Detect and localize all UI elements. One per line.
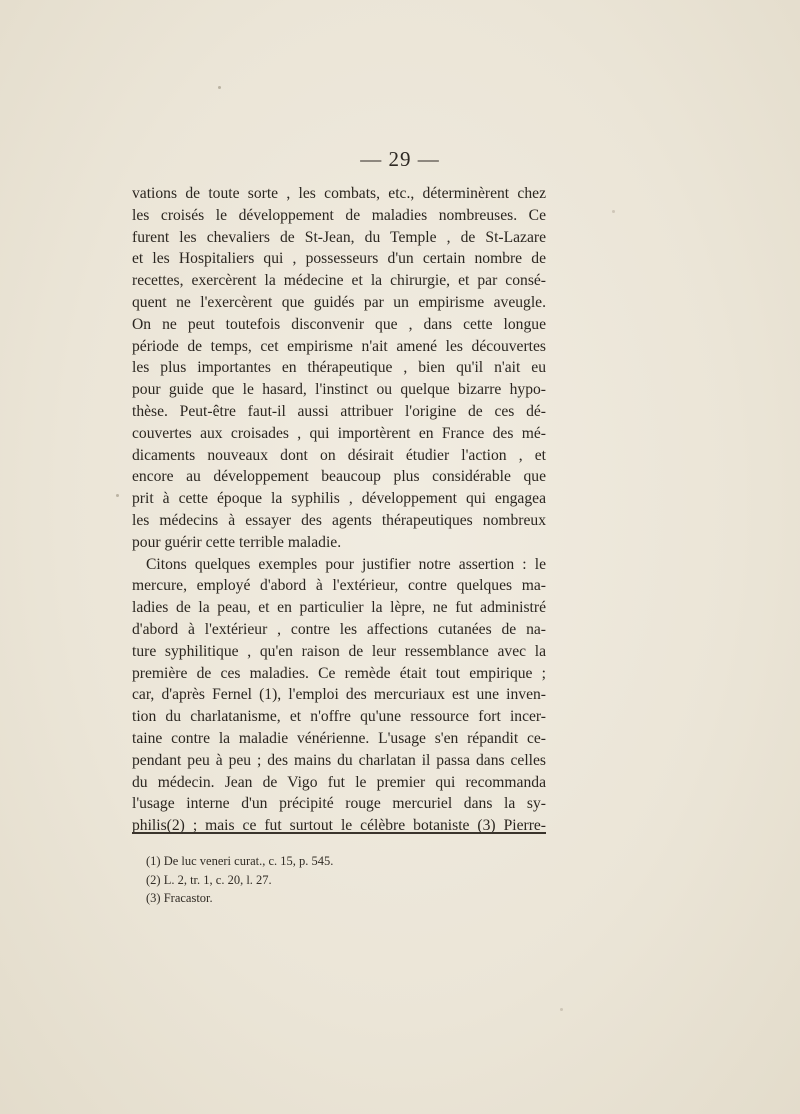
text-line: pour guérir cette terrible maladie. <box>132 533 342 551</box>
text-line: pendant peu à peu ; des mains du charlatan il passa dans celles <box>132 751 546 769</box>
text-line: pour guide que le hasard, l'instinct ou quelque bizarre hypo- <box>132 381 546 399</box>
body-text <box>132 183 546 837</box>
text-line: taine contre la maladie vénérienne. L'usage s'en répandit ce- <box>132 729 546 747</box>
text-line: Citons quelques exemples pour justifier notre assertion : le <box>146 555 546 573</box>
text-line: furent les chevaliers de St-Jean, du Temple , de St-Lazare <box>132 228 546 246</box>
paper-speck <box>116 494 119 497</box>
text-line: d'abord à l'extérieur , contre les affections cutanées de na- <box>132 620 546 638</box>
text-line: thèse. Peut-être faut-il aussi attribuer l'origine de ces dé- <box>132 402 546 420</box>
text-line: dicaments nouveaux dont on désirait étudier l'action , et <box>132 446 546 464</box>
text-line: encore au développement beaucoup plus considérable que <box>132 468 546 486</box>
text-line: quent ne l'exercèrent que guidés par un empirisme aveugle. <box>132 293 546 311</box>
paper-speck <box>560 1008 563 1011</box>
text-line: l'usage interne d'un précipité rouge mercuriel dans la sy- <box>132 795 546 813</box>
text-line: les médecins à essayer des agents thérapeutiques nombreux <box>132 511 546 529</box>
page-number: — 29 — <box>360 147 440 171</box>
text-line: philis(2) ; mais ce fut surtout le célèbre botaniste (3) Pierre- <box>132 817 546 835</box>
text-line: couvertes aux croisades , qui importèrent en France des mé- <box>132 424 546 442</box>
text-line: recettes, exercèrent la médecine et la chirurgie, et par consé- <box>132 272 546 290</box>
paper-speck <box>612 210 615 213</box>
text-line: On ne peut toutefois disconvenir que , dans cette longue <box>132 315 546 333</box>
paper-speck <box>218 86 221 89</box>
text-line: première de ces maladies. Ce remède était tout empirique ; <box>132 664 546 682</box>
text-line: et les Hospitaliers qui , possesseurs d'un certain nombre de <box>132 250 546 268</box>
footnotes <box>146 852 526 908</box>
text-line: ladies de la peau, et en particulier la lèpre, ne fut administré <box>132 599 546 617</box>
text-line: mercure, employé d'abord à l'extérieur, contre quelques ma- <box>132 577 546 595</box>
text-line: ture syphilitique , qu'en raison de leur ressemblance avec la <box>132 642 546 660</box>
text-line: période de temps, cet empirisme n'ait amené les découvertes <box>132 337 546 355</box>
text-line: du médecin. Jean de Vigo fut le premier qui recommanda <box>132 773 546 791</box>
footnote: (3) Fracastor. <box>146 891 213 905</box>
text-line: les plus importantes en thérapeutique , bien qu'il n'ait eu <box>132 359 546 377</box>
text-line: tion du charlatanisme, et n'offre qu'une ressource fort incer- <box>132 708 546 726</box>
text-line: vations de toute sorte , les combats, etc., déterminèrent chez <box>132 185 546 202</box>
footnote-divider <box>132 832 546 834</box>
text-line: les croisés le développement de maladies nombreuses. Ce <box>132 206 546 224</box>
text-line: prit à cette époque la syphilis , développement qui engagea <box>132 490 546 508</box>
footnote: (1) De luc veneri curat., c. 15, p. 545. <box>146 854 334 868</box>
footnote: (2) L. 2, tr. 1, c. 20, l. 27. <box>146 872 272 887</box>
text-line: car, d'après Fernel (1), l'emploi des mercuriaux est une inven- <box>132 686 546 704</box>
